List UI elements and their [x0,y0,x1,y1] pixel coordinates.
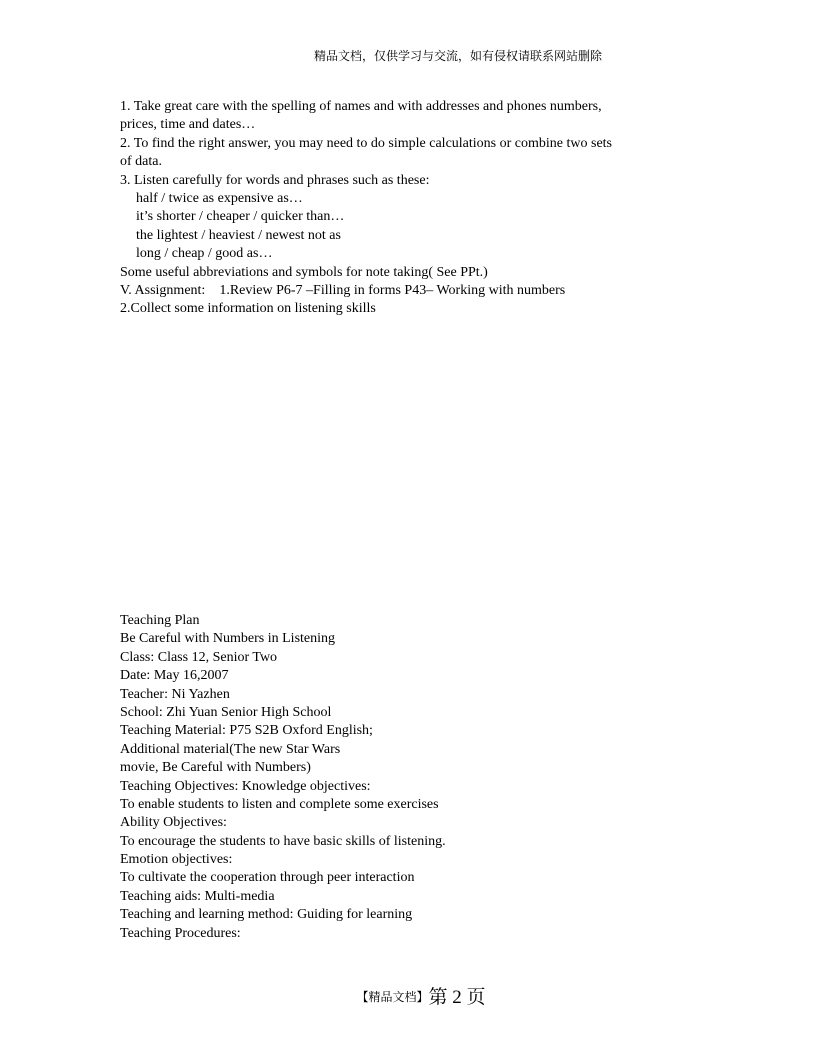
plan-title: Teaching Plan [120,613,200,628]
plan-line: Additional material(The new Star Wars [120,741,341,757]
text-line: 3. Listen carefully for words and phrases such as these: [120,172,430,188]
text-line: Some useful abbreviations and symbols for note taking( See PPt.) [120,264,488,280]
header-notice: 精品文档，仅供学习与交流，如有侵权请联系网站删除 [313,49,602,63]
page-header [0,47,816,65]
plan-line: Emotion objectives: [120,852,233,868]
plan-line: Teaching aids: Multi-media [120,888,275,904]
text-line: of data. [120,154,162,170]
plan-line: Teaching Material: P75 S2B Oxford English; [120,723,373,739]
page-footer [0,985,816,1010]
text-line: prices, time and dates… [120,117,256,133]
text-line-indented: half / twice as expensive as… [136,190,303,206]
plan-line: movie, Be Careful with Numbers) [120,760,311,776]
plan-line: To cultivate the cooperation through peer interaction [120,870,415,886]
teaching-plan-section [120,612,700,943]
plan-line: To encourage the students to have basic skills of listening. [120,833,446,849]
footer-tag: 【精品文档】 [356,990,429,1004]
text-line-indented: long / cheap / good as… [136,246,273,262]
text-line: 1. Take great care with the spelling of names and with addresses and phones numbers, [120,99,602,114]
plan-line: Teacher: Ni Yazhen [120,686,230,702]
text-line: 2. To find the right answer, you may need to do simple calculations or combine two sets [120,135,612,151]
plan-line: Teaching and learning method: Guiding for learning [120,907,413,923]
plan-subtitle: Be Careful with Numbers in Listening [120,631,336,647]
plan-line: To enable students to listen and complete some exercises [120,796,439,812]
plan-line: Ability Objectives: [120,815,227,831]
page-number: 第 2 页 [428,987,486,1008]
assignment-line: 2.Collect some information on listening skills [120,301,376,317]
plan-line: Teaching Procedures: [120,925,241,941]
plan-line: Date: May 16,2007 [120,668,229,684]
plan-line: School: Zhi Yuan Senior High School [120,704,332,720]
assignment-line: V. Assignment: 1.Review P6-7 –Filling in forms P43– Working with numbers [120,282,566,298]
plan-line: Class: Class 12, Senior Two [120,649,278,665]
listening-tips-section [120,98,700,319]
plan-line: Teaching Objectives: Knowledge objectives: [120,778,371,794]
text-line-indented: it’s shorter / cheaper / quicker than… [136,209,345,225]
text-line-indented: the lightest / heaviest / newest not as [136,227,341,243]
